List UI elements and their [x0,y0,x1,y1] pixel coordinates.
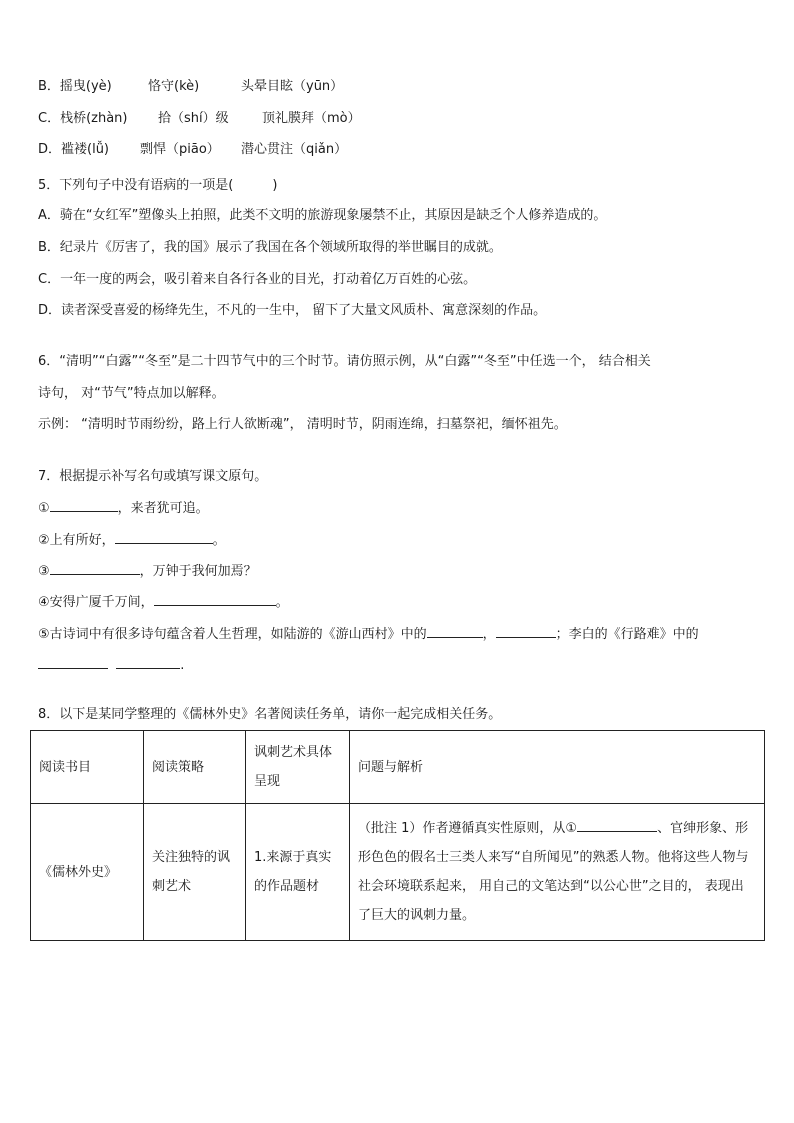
q7-item3: ③ ，万钟于我何加焉？ [38,561,257,581]
table-header-row [31,731,765,804]
header-strategy: 阅读策略 [144,731,246,804]
q7-blank-4[interactable] [154,592,276,606]
q4-option-b-word2: 恪守(kè) [148,79,200,94]
header-presentation: 讽刺艺术具体呈现 [246,731,350,804]
q4-option-c-word2: 拾（shí）级 [158,111,229,126]
header-book: 阅读书目 [31,731,144,804]
q8-stem: 8．以下是某同学整理的《儒林外史》名著阅读任务单，请你一起完成相关任务。 [38,707,502,722]
q4-option-b-word3: 头晕目眩（yūn） [241,79,344,94]
q6-line1: 6．“清明”“白露”“冬至”是二十四节气中的三个时节。请仿照示例，从“白露”“冬至”中任选一个， 结合相关 [38,354,651,369]
q5-option-d: D．读者深受喜爱的杨绛先生，不凡的一生中， 留下了大量文风质朴、寓意深刻的作品。 [38,303,547,318]
q5-option-a: A．骑在“女红军”塑像头上拍照，此类不文明的旅游现象屡禁不止，其原因是缺乏个人修养造成的。 [38,208,607,223]
cell-analysis: （批注 1）作者遵循真实性原则，从① 、官绅形象、形形色色的假名士三类人来写“自所闻见”的熟悉人物。他将这些人物与社会环境联系起来， 用自己的文笔达到“以公心世”之目的， 表现出了巨大的讽刺力量。 [350,804,765,941]
q4-option-d-word3: 潜心贯注（qiǎn） [241,142,348,157]
q5-option-c: C．一年一度的两会，吸引着来自各行各业的目光，打动着亿万百姓的心弦。 [38,272,477,287]
q6-example: 示例： “清明时节雨纷纷，路上行人欲断魂”， 清明时节，阴雨连绵，扫墓祭祀，缅怀祖先。 [38,417,567,432]
q7-item5: ⑤古诗词中有很多诗句蕴含着人生哲理，如陆游的《游山西村》中的 ， ；李白的《行路难》中的 [38,624,699,644]
q7-item2: ②上有所好， 。 [38,530,226,550]
q6-line2: 诗句， 对“节气”特点加以解释。 [38,386,225,401]
q4-option-c: C．栈桥(zhàn) [38,111,128,126]
q7-item5-cont: . [38,655,184,675]
q5-option-b: B．纪录片《厉害了，我的国》展示了我国在各个领域所取得的举世瞩目的成就。 [38,240,502,255]
q4-option-b: B．摇曳(yè) [38,79,112,94]
q7-blank-3[interactable] [50,561,140,575]
q7-blank-8[interactable] [116,655,180,669]
q4-option-d: D．褴褛(lǚ) [38,142,110,157]
header-analysis: 问题与解析 [350,731,765,804]
q7-blank-6[interactable] [496,624,556,638]
cell-strategy: 关注独特的讽刺艺术 [144,804,246,941]
q7-stem: 7．根据提示补写名句或填写课文原句。 [38,469,268,484]
q7-blank-1[interactable] [50,498,118,512]
q7-blank-5[interactable] [427,624,483,638]
q8-blank-1[interactable] [577,818,657,832]
q7-blank-7[interactable] [38,655,108,669]
q4-option-d-word2: 剽悍（piāo） [140,142,220,157]
cell-presentation: 1.来源于真实的作品题材 [246,804,350,941]
cell-book: 《儒林外史》 [31,804,144,941]
q5-stem: 5．下列句子中没有语病的一项是( ) [38,178,278,193]
reading-task-table [30,730,765,941]
q7-item1: ① ，来者犹可追。 [38,498,209,518]
q7-item4: ④安得广厦千万间， 。 [38,592,289,612]
table-row [31,804,765,941]
q4-option-c-word3: 顶礼膜拜（mò） [262,111,361,126]
q7-blank-2[interactable] [115,530,213,544]
